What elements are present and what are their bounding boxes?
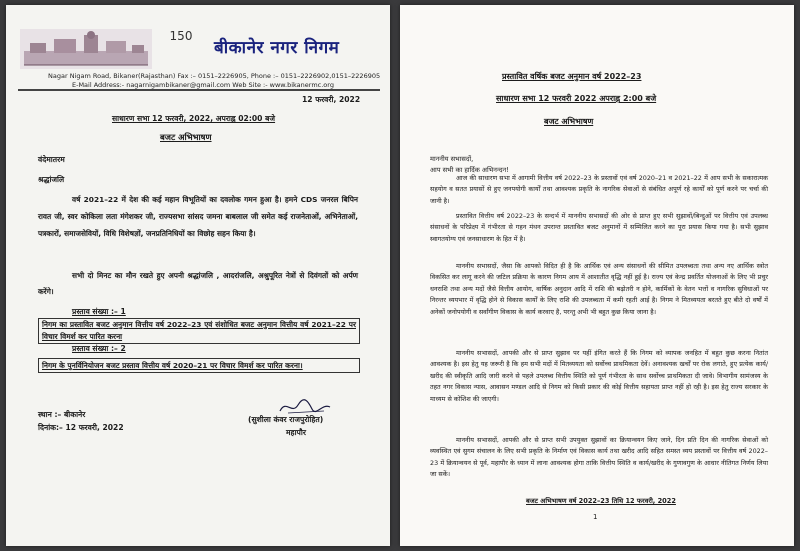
implementation-paragraph: माननीय सभासदों, आपकी और से प्राप्त सभी उपयुक्त सुझावों का क्रियान्वयन किए जाने, दिन प्रति दिन की नागरिक सेवाओं को व्यवस्थित एवं सुगम संचालन के लिए सभी प्रकृति के निर्माण एवं विकास कार्य तथा खरीद आदि सहित समस्त व्यय प्रस्तावों पर वित्तीय वर्ष 2022–23 में क्रियान्वयन से पूर्व, महापौर के ध्यान में लाना आवश्यक होगा ताकि वित्तीय स्थिति व कार्य/खरीद के गुणावगुण के आधार नीतिगत निर्णय लिया जा सकें। [430, 436, 768, 479]
austerity-paragraph: माननीय सभासदों, आपकी और से प्राप्त सुझाव पर यहीं इंगित करते हैं कि निगम को व्यापक जनहित में बहुत कुछ करना नितांत आवश्यक है। इस हेतु यह जरूरी है कि हम सभी मदों में मितव्ययता को सर्वोच्च प्राथमिकता देवें। अनावश्यक खर्चों पर रोक लगाते, हुए प्रत्येक कार्य/खरीद की स्वीकृति आदि जारी करने से पहले उपलब्ध वित्तीय स्थिति को पूर्ण गंभीरता के साथ सर्वोच्च प्राथमिकता दी जावे। विभागीय सामंजस्य के तहत नगर विकास न्यास, आवासन मण्डल आदि से निगम को किसी प्रकार की कोई वित्तीय सहायता प्राप्त नहीं हो रही है। इस हेतु राज्य सरकार के माध्यम से कोशिश की जाएगी। [430, 349, 768, 403]
page-number: 1 [593, 513, 598, 521]
email-line: E-Mail Address:- nagarnigambikaner@gmail.com Web Site :- www.bikanermc.org [72, 81, 334, 89]
meeting-line: साधारण सभा 12 फरवरी 2022 अपराह्न 2:00 बजे [496, 94, 657, 103]
letterhead-page [6, 5, 390, 546]
silence-paragraph: सभी दो मिनट का मौन रखते हुए अपनी श्रद्धांजलि , आदरांजलि, अश्रुपूरित नेत्रों से दिवंगतों को अर्पण करेंगे। [38, 271, 358, 296]
place-line: स्थान :– बीकानेर [38, 410, 86, 419]
tribute-paragraph: वर्ष 2021–22 में देश की कई महान विभूतियों का दवलोक गमन हुआ है। हमने CDS जनरल बिपिन रावत जी, स्वर कोकिला लता मंगेशकर जी, राज्यसभा सांसद जमना बाबलाल जी समेत कई राजनेताओं, अभिनेताओं, पत्रकारों, समाजसेवियों, विधि विशेषज्ञों, जनप्रतिनिधियों का विछोह सहन किया है। [38, 195, 358, 238]
greeting-vandematram: वंदेमातरम [38, 155, 65, 164]
municipal-building-emblem [20, 29, 152, 69]
date-top: 12 फरवरी, 2022 [302, 95, 361, 104]
signature-scribble [278, 397, 332, 417]
salutation: माननीय सभासदों, [430, 155, 474, 163]
budget-speech-page [400, 5, 794, 546]
letterhead-divider [18, 89, 380, 91]
document-title: प्रस्तावित वर्षिक बजट अनुमान वर्ष 2022–23 [502, 72, 642, 81]
resources-paragraph: माननीय सभासदों, जैसा कि आपको विदित ही है कि आर्थिक एवं अन्य संसाधनों की सीमित उपलब्धता तथा अन्य नए आर्थिक स्त्रोत विकसित कर लागू करने की जटिल प्रक्रिया के कारण निगम आय में आशातीत वृद्धि नहीं हुई है। राज्य एवं केन्द्र प्रवर्तित योजनाओं के लिए भी प्रचुर धनराशि तथा अन्य मदों जैसे वित्तीय आयोग, वार्षिक अनुदान आदि में राशि की बढ़ोतरी न होने, कार्मिकों के वेतन भत्तों व नागरिक सुविधाओं पर निरन्तर व्ययभार में वृद्धि होने से विकास कार्यों के लिए राशि की उपलब्धता में कमी रहती आई है। निगम ने मितव्ययता बरतते हुए बीते दो वर्षों में अनेकों जनोपयोगी व सर्वांगीण विकास के कार्य करवाए है, परन्तु अभी भी बहुत कुछ किया जाना है। [430, 262, 768, 316]
logo-text: 150 [169, 29, 193, 43]
signatory-title: महापौर [286, 428, 306, 437]
intro-paragraph: आज की साधारण सभा में आगामी वित्तीय वर्ष 2022–23 के प्रस्तावों एवं वर्ष 2020–21 व 2021–22 में आप सभी के सकारात्मक सहयोग व सतत प्रयासों से हुए जनपयोगी कार्यों तथा आवश्यक प्रकृति के नागरिक सेवाओं से संबंधित अपूर्ण रहे कार्यों को पूर्ण करने पर चर्चा की जानी है। [430, 174, 768, 205]
signatory-name: (सुशीला कंवर राजपुरोहित) [248, 415, 324, 424]
address-line: Nagar Nigam Road, Bikaner(Rajasthan) Fax :– 0151–2226905, Phone :– 0151–2226902,0151–2226905 [48, 72, 381, 80]
page-footer: बजट अभिभाषण वर्ष 2022–23 तिथि 12 फरवरी, 2022 [526, 497, 676, 505]
greeting-shraddhanjali: श्रद्धांजलि [38, 175, 65, 184]
date-bottom: दिनांक:– 12 फरवरी, 2022 [38, 423, 124, 432]
proposal-1-text: निगम का प्रस्तावित बजट अनुमान वित्तीय वर्ष 2022–23 एवं संशोधित बजट अनुमान वित्तीय वर्ष 2021–22 पर विचार विमर्श कर पारित करना [38, 318, 360, 344]
suggestions-paragraph: प्रस्तावित वित्तीय वर्ष 2022–23 के सन्दर्भ में माननीय सभासदों की ओर से प्राप्त हुए सभी सुझावों/बिन्दुओं पर वित्तीय एवं उपलब्ध संसाधनों के परिप्रेक्ष्य में गंभीरता से गहन मंथन उपरान्त प्रस्तावित बजट अनुमानों में सम्मिलित करने का पूरा प्रयास किया गया है। सभी सुझाव स्वागतयोग्य एवं जनसाधारण के हित में है। [430, 212, 768, 243]
anniversary-logo [164, 27, 198, 57]
proposal-2-label: प्रस्ताव संख्या :– 2 [72, 344, 126, 353]
letterhead [18, 25, 380, 91]
organization-name: बीकानेर नगर निगम [214, 38, 340, 58]
proposal-1-label: प्रस्ताव संख्या :– 1 [72, 307, 126, 316]
page-heading: बजट अभिभाषण [160, 132, 212, 142]
page-heading: बजट अभिभाषण [544, 117, 594, 126]
meeting-line: साधारण सभा 12 फरवरी, 2022, अपराह्न 02:00 बजे [112, 114, 276, 123]
proposal-2-text: निगम के पुनर्विनियोजन बजट प्रस्ताव वित्तीय वर्ष 2020–21 पर विचार विमर्श कर पारित करना। [38, 358, 360, 373]
welcome-line: आप सभी का हार्दिक अभिनन्दन! [430, 166, 509, 174]
